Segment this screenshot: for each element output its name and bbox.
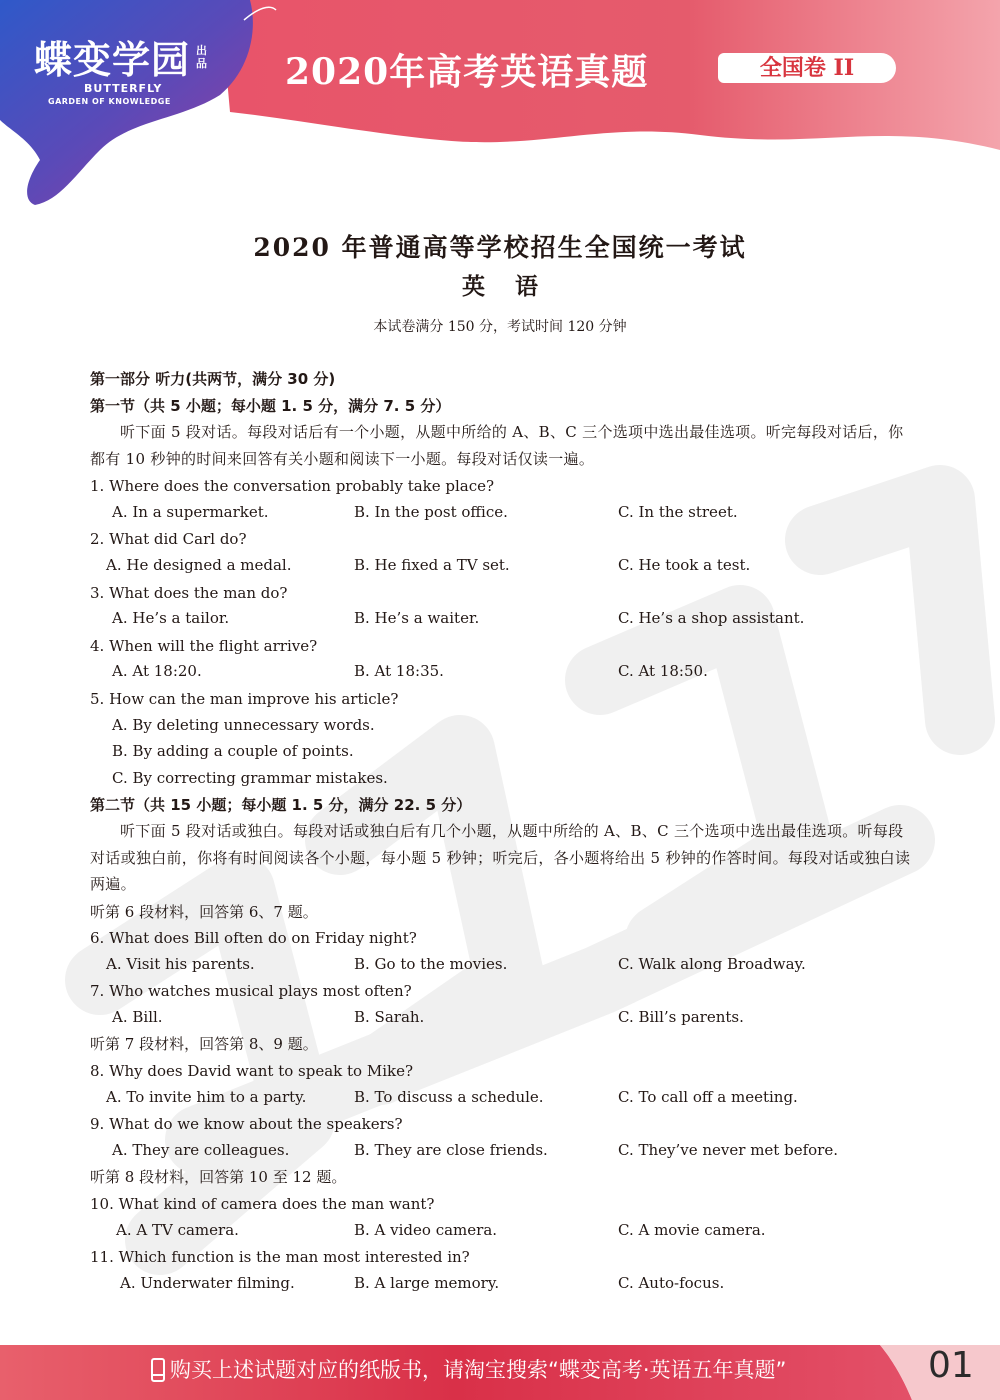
q6-option-c: C. Walk along Broadway. [618,955,806,973]
logo-english-2: GARDEN OF KNOWLEDGE [48,97,171,106]
question-7: 7. Who watches musical plays most often? [90,982,412,1000]
q4-option-a: A. At 18:20. [112,662,202,680]
q8-option-b: B. To discuss a schedule. [354,1088,544,1106]
brand-logo [34,38,234,107]
q2-option-c: C. He took a test. [618,556,751,574]
q2-option-b: B. He fixed a TV set. [354,556,510,574]
q4-option-c: C. At 18:50. [618,662,708,680]
exam-title: 2020 年普通高等学校招生全国统一考试 [253,233,747,262]
logo-sub: 出品 [196,44,207,70]
q3-option-b: B. He’s a waiter. [354,609,480,627]
q5-option-b: B. By adding a couple of points. [112,742,354,760]
footer-promo-text: 购买上述试题对应的纸版书，请淘宝搜索“蝶变高考·英语五年真题” [170,1358,787,1382]
logo-title: 蝶变学园 [34,38,191,82]
q9-option-a: A. They are colleagues. [112,1141,290,1159]
question-1: 1. Where does the conversation probably take place? [90,477,495,495]
part1-heading: 第一部分 听力(共两节，满分 30 分) [90,370,336,388]
q3-option-a: A. He’s a tailor. [112,609,230,627]
question-10: 10. What kind of camera does the man want? [90,1195,435,1213]
banner-title: 2020年高考英语真题 [285,51,649,93]
q4-option-b: B. At 18:35. [354,662,444,680]
section2-heading: 第二节（共 15 小题；每小题 1. 5 分，满分 22. 5 分） [90,796,472,814]
q3-option-c: C. He’s a shop assistant. [618,609,805,627]
q1-option-b: B. In the post office. [354,503,508,521]
q8-option-c: C. To call off a meeting. [618,1088,798,1106]
section1-heading: 第一节（共 5 小题；每小题 1. 5 分，满分 7. 5 分） [90,397,451,415]
q6-option-a: A. Visit his parents. [106,955,255,973]
exam-note: 本试卷满分 150 分，考试时间 120 分钟 [373,319,627,335]
q10-option-a: A. A TV camera. [116,1221,239,1239]
q9-option-c: C. They’ve never met before. [618,1141,838,1159]
q11-option-b: B. A large memory. [354,1274,500,1292]
q8-option-a: A. To invite him to a party. [106,1088,307,1106]
q9-option-b: B. They are close friends. [354,1141,548,1159]
material-8-heading: 听第 8 段材料，回答第 10 至 12 题。 [90,1168,347,1186]
page-number: 01 [928,1345,974,1386]
question-8: 8. Why does David want to speak to Mike? [90,1062,414,1080]
q10-option-b: B. A video camera. [354,1221,498,1239]
q1-option-c: C. In the street. [618,503,738,521]
q5-option-a: A. By deleting unnecessary words. [112,716,375,734]
question-3: 3. What does the man do? [90,584,288,602]
question-6: 6. What does Bill often do on Friday night? [90,929,417,947]
q11-option-a: A. Underwater filming. [120,1274,295,1292]
question-2: 2. What did Carl do? [90,530,247,548]
question-4: 4. When will the flight arrive? [90,637,318,655]
question-11: 11. Which function is the man most interested in? [90,1248,470,1266]
q2-option-a: A. He designed a medal. [106,556,292,574]
q1-option-a: A. In a supermarket. [112,503,269,521]
subject-title: 英语 [462,273,568,300]
logo-english-1: BUTTERFLY [84,82,163,95]
section1-instructions: 听下面 5 段对话。每段对话后有一个小题，从题中所给的 A、B、C 三个选项中选出最佳选项。听完每段对话后，你都有 10 秒钟的时间来回答有关小题和阅读下一小题。每段对话仅读一遍。 [90,423,904,468]
question-5: 5. How can the man improve his article? [90,690,399,708]
q11-option-c: C. Auto-focus. [618,1274,725,1292]
paper-badge: 全国卷 II [718,53,896,83]
material-7-heading: 听第 7 段材料，回答第 8、9 题。 [90,1035,318,1053]
q5-option-c: C. By correcting grammar mistakes. [112,769,388,787]
q7-option-a: A. Bill. [112,1008,163,1026]
q7-option-b: B. Sarah. [354,1008,425,1026]
section2-instructions: 听下面 5 段对话或独白。每段对话或独白后有几个小题，从题中所给的 A、B、C 三个选项中选出最佳选项。听每段对话或独白前，你将有时间阅读各个小题，每小题 5 秒钟；听完后，各小题将给出 5 秒钟的作答时间。每段对话或独白读两遍。 [90,822,911,893]
q6-option-b: B. Go to the movies. [354,955,508,973]
q10-option-c: C. A movie camera. [618,1221,766,1239]
q7-option-c: C. Bill’s parents. [618,1008,744,1026]
material-6-heading: 听第 6 段材料，回答第 6、7 题。 [90,903,318,921]
question-9: 9. What do we know about the speakers? [90,1115,403,1133]
